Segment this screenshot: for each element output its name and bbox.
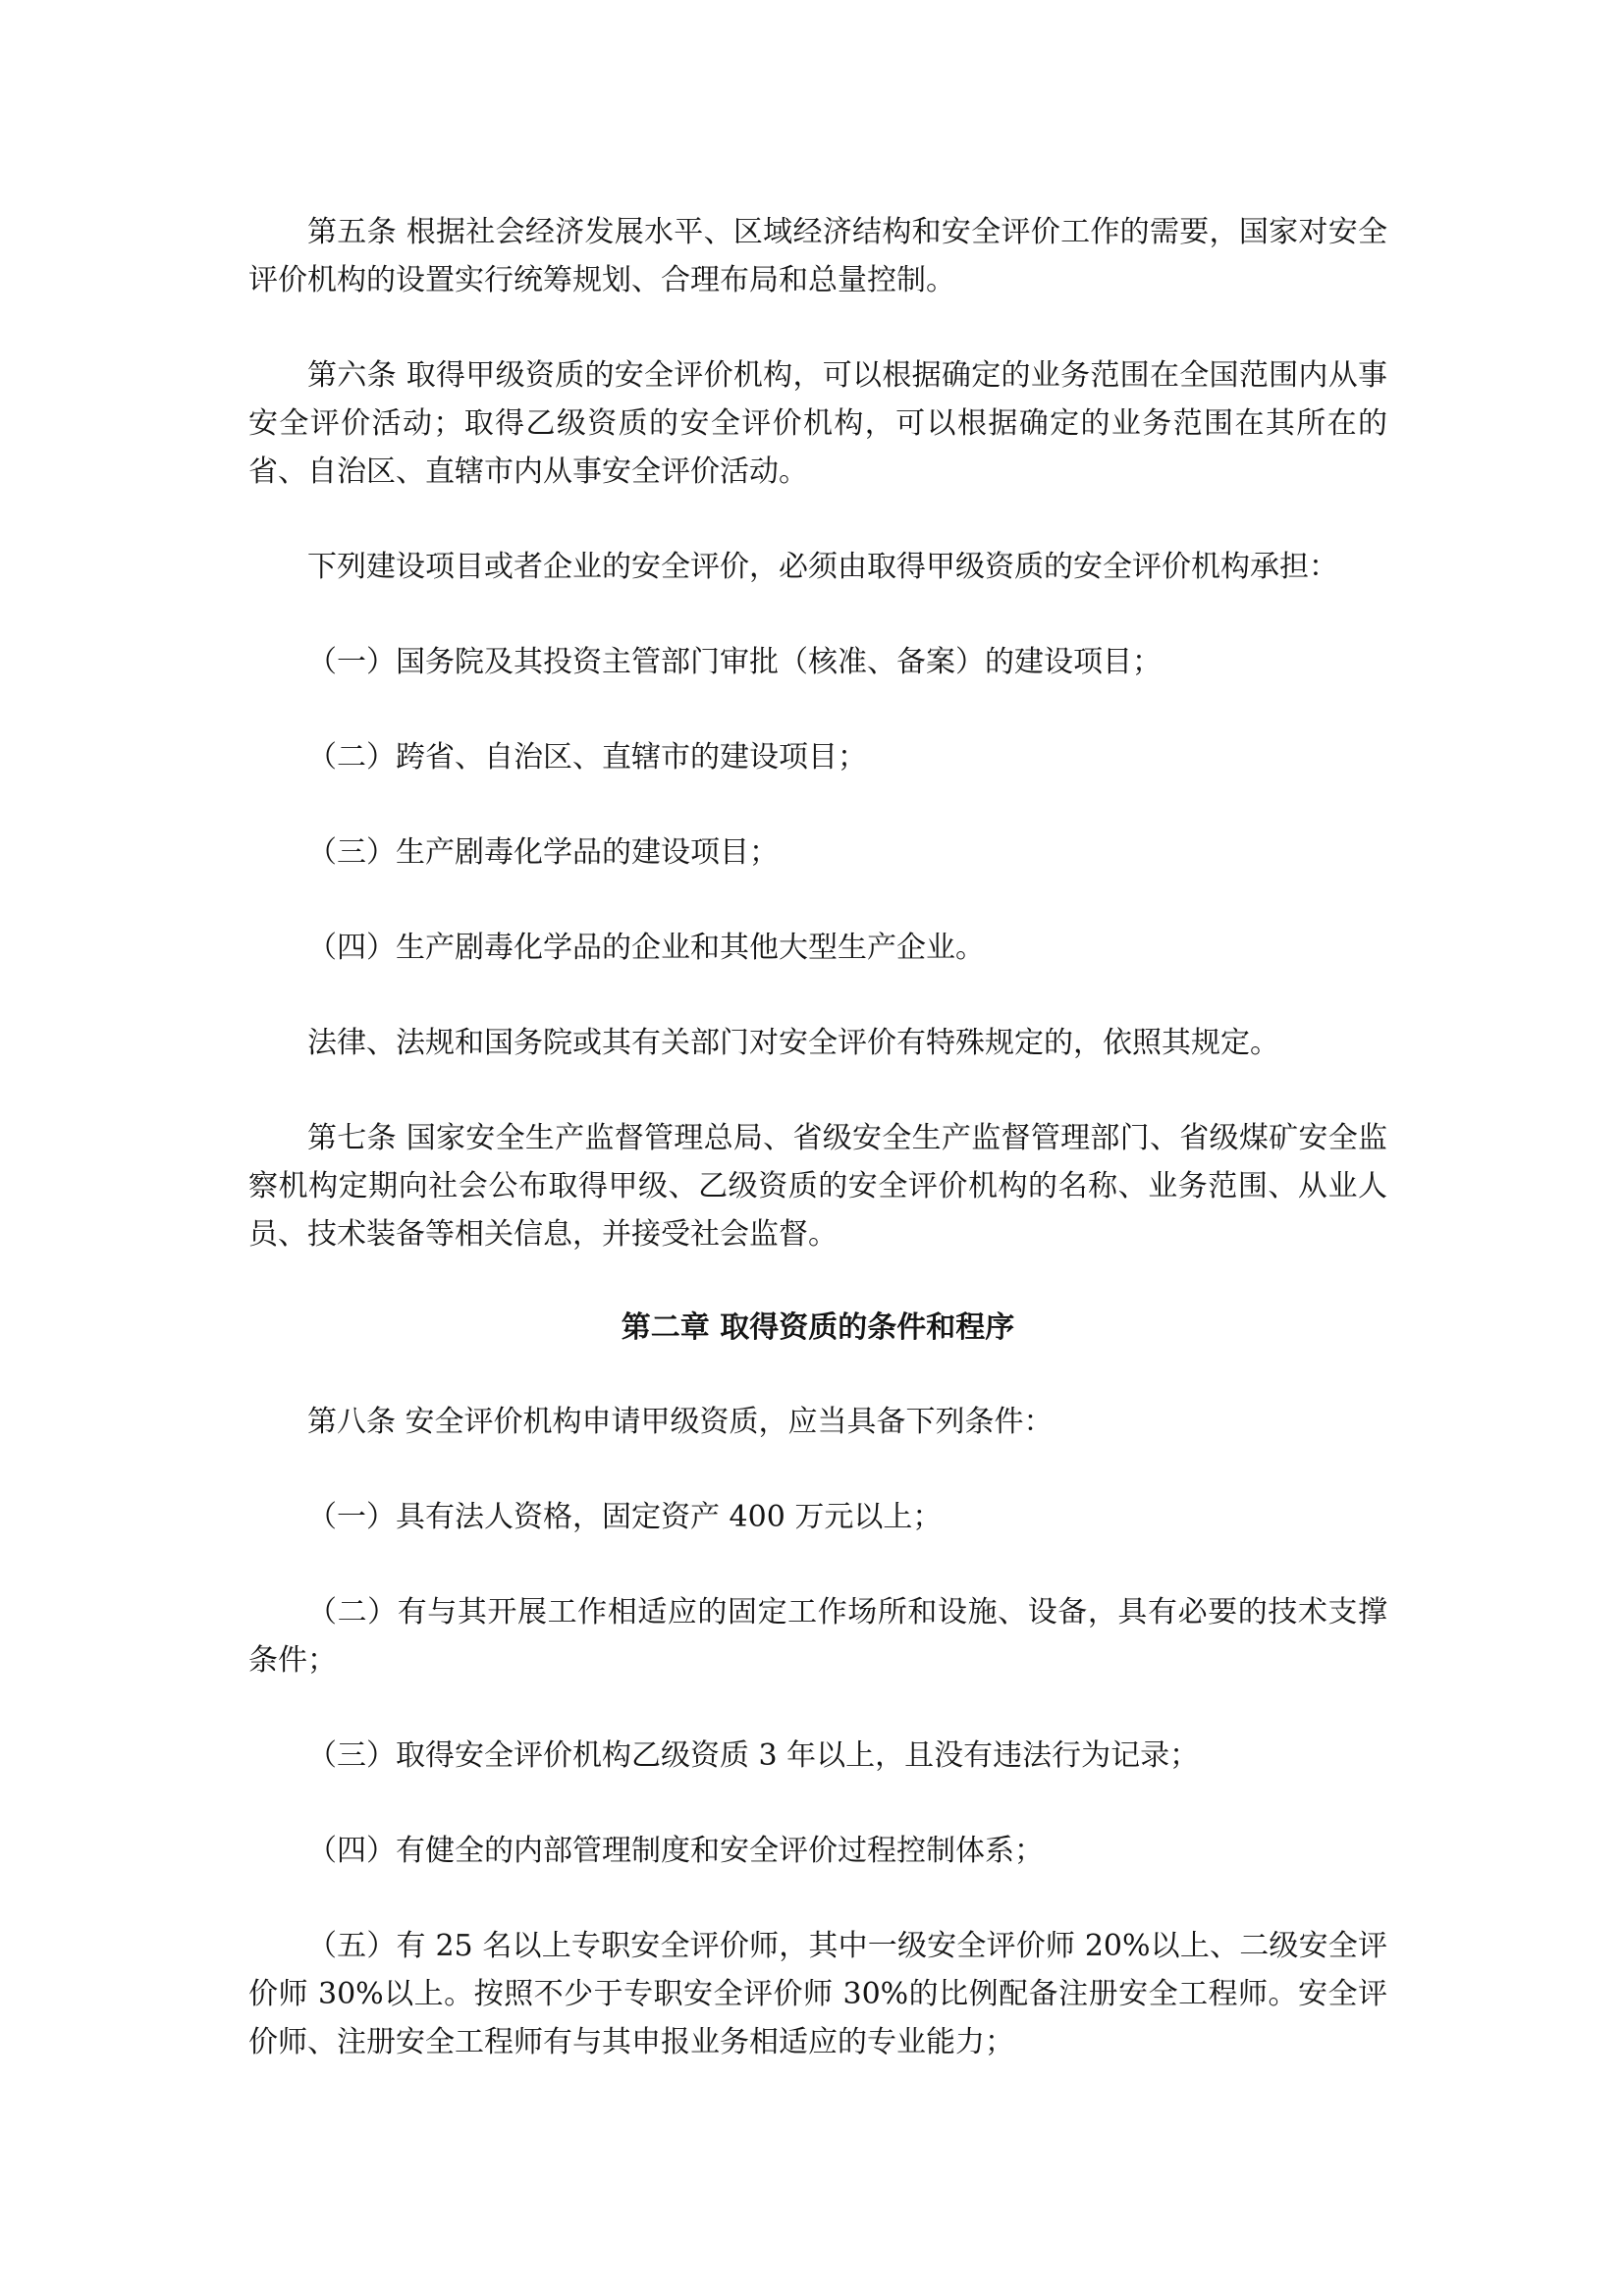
article-8-paragraph: 第八条 安全评价机构申请甲级资质，应当具备下列条件：	[307, 1405, 1054, 1439]
special-provisions-paragraph: 法律、法规和国务院或其有关部门对安全评价有特殊规定的，依照其规定。	[307, 1026, 1279, 1060]
condition-item-2: （二）有与其开展工作相适应的固定工作场所和设施、设备，具有必要的技术支撑条件；	[248, 1595, 1387, 1678]
list-item-2: （二）跨省、自治区、直辖市的建设项目；	[307, 740, 867, 774]
article-6-paragraph: 第六条 取得甲级资质的安全评价机构，可以根据确定的业务范围在全国范围内从事安全评价活动；取得乙级资质的安全评价机构，可以根据确定的业务范围在其所在的省、自治区、直辖市内从事安全评价活动。	[248, 358, 1387, 489]
condition-item-1: （一）具有法人资格，固定资产 400 万元以上；	[307, 1500, 943, 1534]
list-item-1: （一）国务院及其投资主管部门审批（核准、备案）的建设项目；	[307, 645, 1162, 679]
list-item-3: （三）生产剧毒化学品的建设项目；	[307, 835, 779, 870]
document-page	[248, 208, 1387, 2113]
condition-item-3: （三）取得安全评价机构乙级资质 3 年以上，且没有违法行为记录；	[307, 1738, 1200, 1773]
grade-a-scope-intro: 下列建设项目或者企业的安全评价，必须由取得甲级资质的安全评价机构承担：	[307, 550, 1338, 584]
article-7-paragraph: 第七条 国家安全生产监督管理总局、省级安全生产监督管理部门、省级煤矿安全监察机构定期向社会公布取得甲级、乙级资质的安全评价机构的名称、业务范围、从业人员、技术装备等相关信息，并接受社会监督。	[248, 1121, 1387, 1252]
condition-item-5: （五）有 25 名以上专职安全评价师，其中一级安全评价师 20%以上、二级安全评价师 30%以上。按照不少于专职安全评价师 30%的比例配备注册安全工程师。安全评价师、注册安全工程师有与其申报业务相适应的专业能力；	[248, 1929, 1387, 2059]
condition-item-4: （四）有健全的内部管理制度和安全评价过程控制体系；	[307, 1834, 1044, 1868]
chapter-heading: 第二章 取得资质的条件和程序	[621, 1310, 1015, 1345]
list-item-4: （四）生产剧毒化学品的企业和其他大型生产企业。	[307, 931, 985, 965]
article-5-paragraph: 第五条 根据社会经济发展水平、区域经济结构和安全评价工作的需要，国家对安全评价机构的设置实行统筹规划、合理布局和总量控制。	[248, 215, 1387, 297]
